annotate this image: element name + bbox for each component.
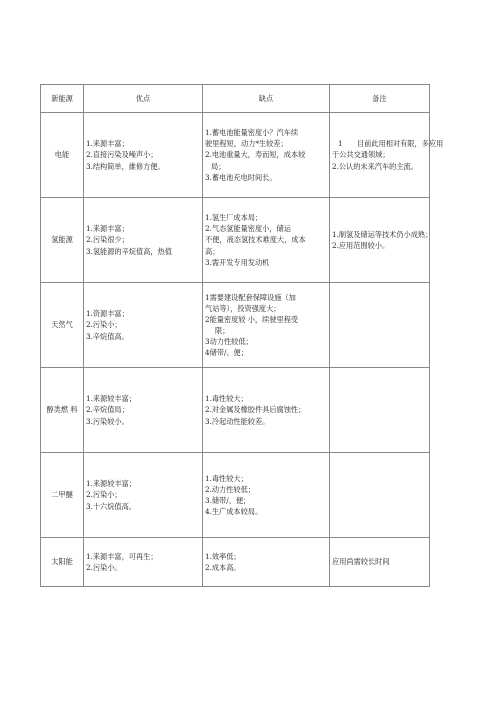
pros-cell (84, 283, 203, 368)
notes-line: 2.应用范围较小。 (332, 241, 390, 250)
energy-comparison-table (40, 84, 444, 587)
cons-line: 1.毒性较大； (205, 394, 248, 404)
cons-line: 3动力性较低； (205, 337, 253, 347)
cons-line: 1.氢生厂成本局； (205, 213, 263, 223)
cons-line: 3.蓄电池充电时间长。 (205, 172, 277, 182)
pros-line: 1.资源丰富； (86, 309, 129, 319)
table-header-row (41, 85, 430, 113)
pros-line: 2.污染小。 (86, 563, 122, 572)
cons-line: 2.气态氢能量密度小，储运 (205, 224, 291, 234)
cons-line: 2能量密度较 小，续驶里程受 (205, 314, 299, 324)
notes-cell (330, 538, 430, 587)
cons-line: 1.效率低； (205, 551, 241, 561)
pros-line: 1.来源丰富，可再生； (86, 551, 158, 561)
cons-cell (203, 198, 330, 283)
pros-cell (84, 368, 203, 453)
cons-line: 2.动力性较低； (205, 484, 255, 494)
cons-line: 不便，液态氢技术难度大，成本 (205, 235, 306, 245)
notes-line: 1 目前此用相对有限，多应用 (338, 139, 444, 149)
cons-line: 3.需开发专用发动机 (205, 257, 270, 267)
notes-cell (330, 368, 430, 453)
energy-name: 醇类燃 料 (41, 368, 84, 453)
pros-line: 2.污染小； (86, 320, 122, 330)
pros-line: 3.氢能源的辛烷值高，热值 (86, 246, 172, 256)
pros-line: 1.来源丰富； (86, 139, 129, 149)
pros-line: 2.辛烷值局； (86, 405, 129, 415)
pros-line: 3.污染较小。 (86, 416, 129, 426)
cons-line: 1.毒性较大； (205, 473, 248, 483)
cons-line: 2.电池重量大，寿而短，成本较 (205, 150, 306, 160)
pros-line: 2.污染很少； (86, 235, 129, 245)
table-row (41, 113, 430, 198)
table-row (41, 198, 430, 283)
energy-name: 天然气 (41, 283, 84, 368)
energy-name: 氢能源 (41, 198, 84, 283)
cons-cell (203, 368, 330, 453)
table-row (41, 538, 430, 587)
notes-line: 应用尚需较长时间 (332, 557, 390, 567)
pros-cell (84, 538, 203, 587)
pros-line: 1.来源较丰富； (86, 394, 136, 404)
notes-line: 2.公认的未来汽车的主流。 (332, 161, 418, 171)
header-notes: 备注 (330, 85, 430, 113)
pros-line: 2.直接污染及噪声小； (86, 150, 158, 160)
energy-name: 电能 (41, 113, 84, 198)
cons-line: 2.对金属及橡胶件具后腐蚀性； (205, 405, 306, 415)
cons-cell (203, 538, 330, 587)
notes-cell (330, 283, 430, 368)
notes-cell (330, 113, 444, 198)
notes-cell (330, 453, 430, 538)
cons-line: 1.蓄电池能量密度小？汽车续 (205, 128, 299, 138)
pros-line: 1.来源较丰富； (86, 479, 136, 489)
cons-line: 局； (211, 161, 226, 171)
table-row (41, 453, 430, 538)
cons-line: 3.冷起动性能较差。 (205, 416, 270, 426)
cons-line: 4.生广成本较局。 (205, 507, 263, 517)
header-cons: 缺点 (203, 85, 330, 113)
cons-cell (203, 113, 330, 198)
cons-line: 限； (215, 326, 230, 335)
table-row (41, 283, 430, 368)
notes-line: 于公共交通领域； (332, 150, 390, 160)
cons-cell (203, 283, 330, 368)
notes-cell (330, 198, 433, 283)
energy-name: 二甲醚 (41, 453, 84, 538)
cons-line: 2.成本高。 (205, 563, 241, 572)
pros-line: 3.十六烷值高。 (86, 501, 136, 511)
pros-line: 1.来源丰富； (86, 224, 129, 234)
cons-line: 3.储带/、便； (205, 496, 251, 505)
header-pros: 优点 (84, 85, 203, 113)
energy-name: 太阳能 (41, 538, 84, 587)
pros-cell (84, 198, 203, 283)
cons-line: 4储带/、便； (205, 348, 248, 358)
notes-line: 1.制氢及储运等技术仍小成熟； (332, 229, 433, 239)
header-energy: 新能源 (41, 85, 84, 113)
cons-line: 高； (205, 246, 220, 256)
cons-line: 气站等），投资强度大； (205, 303, 281, 313)
table-row (41, 368, 430, 453)
pros-line: 2.污染小； (86, 490, 122, 500)
pros-cell (84, 113, 203, 198)
pros-line: 3.辛烷值高。 (86, 331, 129, 341)
pros-cell (84, 453, 203, 538)
cons-line: 驶里程短，动力*生较差； (205, 139, 288, 149)
cons-cell (203, 453, 330, 538)
cons-line: 1需要建设配套保障设施（加 (205, 292, 296, 302)
pros-line: 3.结构简单，維修方便。 (86, 161, 165, 171)
